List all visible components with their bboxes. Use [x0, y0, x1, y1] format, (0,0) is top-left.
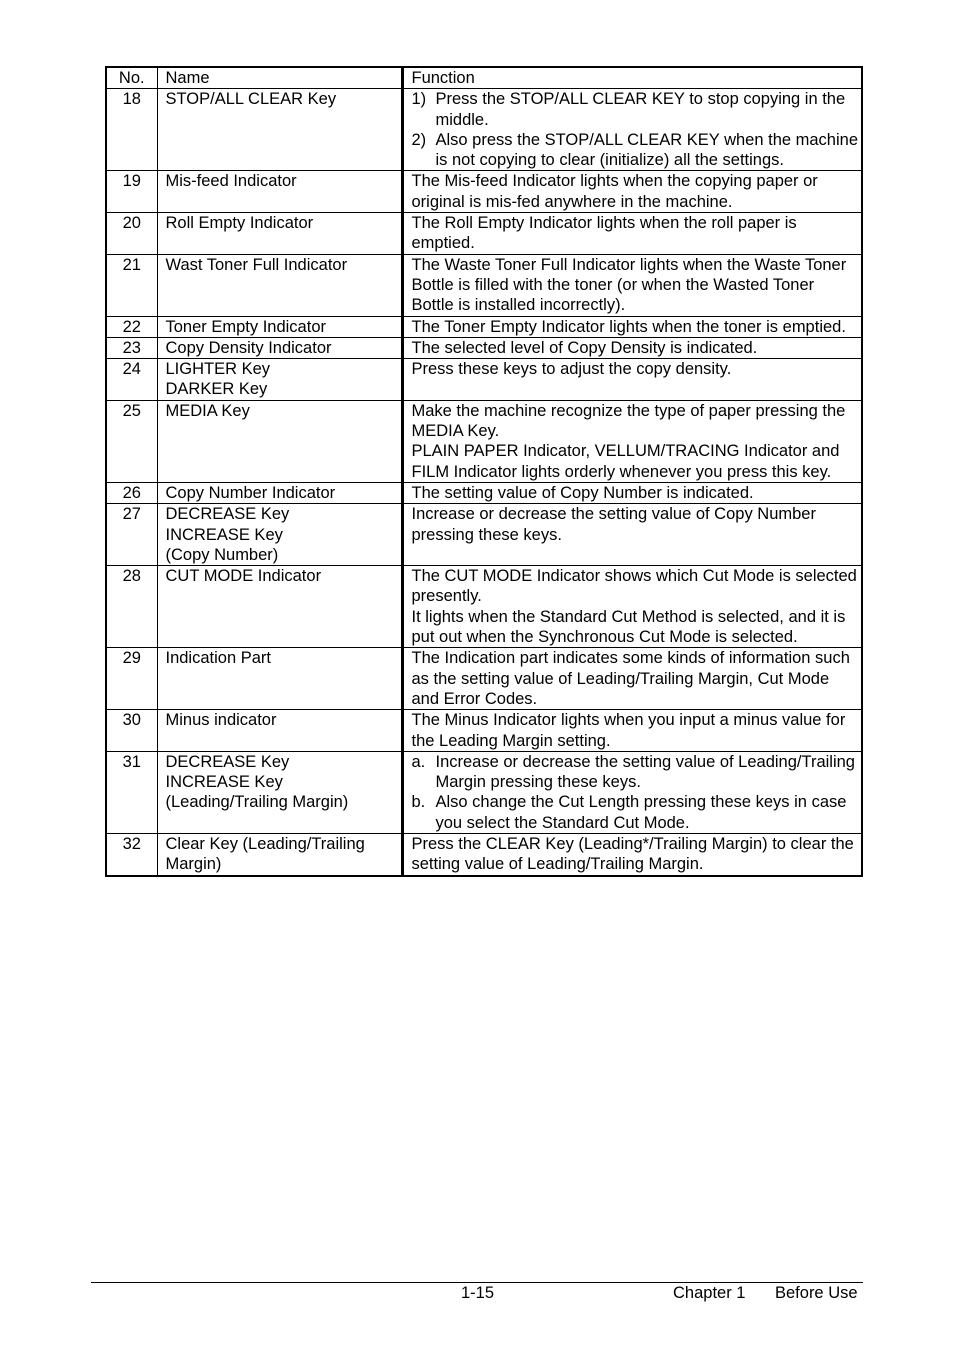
function-text: Press these keys to adjust the copy density.	[411, 360, 732, 379]
row-number: 25	[106, 400, 157, 482]
row-number: 19	[106, 171, 157, 213]
row-function	[402, 833, 862, 875]
row-number: 21	[106, 254, 157, 316]
table-row	[106, 213, 862, 255]
function-text: The Mis-feed Indicator lights when the copying paper or original is mis-fed anywhere in the machine.	[411, 172, 818, 211]
list-marker: 1)	[411, 90, 427, 109]
list-text: Increase or decrease the setting value of Leading/Trailing Margin pressing these keys.	[435, 752, 855, 792]
function-table	[105, 66, 863, 877]
table-row	[106, 337, 862, 358]
row-name	[157, 359, 402, 401]
function-text: The Waste Toner Full Indicator lights when the Waste Toner Bottle is filled with the toner (or when the Wasted Toner Bottle is installed incorrectly).	[411, 255, 847, 315]
list-text: Press the STOP/ALL CLEAR KEY to stop copying in the middle.	[435, 90, 846, 129]
row-function	[402, 171, 862, 213]
name-line: Wast Toner Full Indicator	[165, 255, 348, 274]
name-line: (Leading/Trailing Margin)	[165, 793, 349, 812]
name-line: INCREASE Key	[165, 773, 283, 792]
header-no: No.	[106, 67, 157, 89]
row-number: 18	[106, 89, 157, 171]
name-line: INCREASE Key	[165, 525, 283, 544]
row-name	[157, 566, 402, 648]
name-line: LIGHTER Key	[165, 360, 271, 379]
table-row	[106, 171, 862, 213]
function-text: The Minus Indicator lights when you input a minus value for the Leading Margin setting.	[411, 711, 846, 750]
row-function	[402, 504, 862, 566]
list-marker: b.	[411, 793, 426, 812]
row-name	[157, 213, 402, 255]
list-text: Also press the STOP/ALL CLEAR KEY when the machine is not copying to clear (initialize) all the settings.	[435, 130, 858, 170]
table-body	[106, 89, 862, 876]
row-name	[157, 751, 402, 833]
header-function: Function	[402, 67, 862, 89]
row-name	[157, 337, 402, 358]
function-text: The Toner Empty Indicator lights when the toner is emptied.	[411, 317, 846, 336]
name-line: Roll Empty Indicator	[165, 214, 314, 233]
name-line: Clear Key (Leading/Trailing Margin)	[165, 834, 365, 874]
row-number: 23	[106, 337, 157, 358]
table-row	[106, 648, 862, 710]
row-function	[402, 359, 862, 401]
row-function	[402, 213, 862, 255]
row-number: 22	[106, 316, 157, 337]
row-number: 30	[106, 710, 157, 752]
row-number: 29	[106, 648, 157, 710]
name-line: Minus indicator	[165, 711, 277, 730]
row-name	[157, 648, 402, 710]
function-text: The setting value of Copy Number is indicated.	[411, 483, 754, 502]
name-line: Mis-feed Indicator	[165, 172, 297, 191]
function-text: The Roll Empty Indicator lights when the roll paper is emptied.	[411, 214, 797, 253]
table-row	[106, 359, 862, 401]
name-line: Copy Density Indicator	[165, 338, 332, 357]
row-number: 27	[106, 504, 157, 566]
row-function	[402, 254, 862, 316]
function-text: Press the CLEAR Key (Leading*/Trailing Margin) to clear the setting value of Leading/Trailing Margin.	[411, 834, 854, 874]
row-number: 24	[106, 359, 157, 401]
list-marker: a.	[411, 752, 426, 771]
table-header-row	[106, 67, 862, 89]
function-list-item	[412, 89, 860, 130]
row-function	[402, 710, 862, 752]
row-function	[402, 648, 862, 710]
list-marker: 2)	[411, 130, 427, 149]
header-name: Name	[157, 67, 402, 89]
list-text: Also change the Cut Length pressing these keys in case you select the Standard Cut Mode.	[435, 793, 847, 832]
table-row	[106, 751, 862, 833]
function-text: The Indication part indicates some kinds of information such as the setting value of Leading/Trailing Margin, Cut Mode and Error Codes.	[411, 649, 850, 708]
name-line: STOP/ALL CLEAR Key	[165, 90, 337, 109]
function-text: Make the machine recognize the type of paper pressing the MEDIA Key.	[411, 401, 846, 441]
row-function	[402, 89, 862, 171]
row-name	[157, 400, 402, 482]
row-number: 26	[106, 482, 157, 503]
row-name	[157, 254, 402, 316]
row-name	[157, 89, 402, 171]
name-line: DARKER Key	[165, 380, 268, 399]
row-name	[157, 710, 402, 752]
section-label: Before Use	[775, 1284, 858, 1302]
table-row	[106, 504, 862, 566]
row-name	[157, 316, 402, 337]
name-line: MEDIA Key	[165, 401, 250, 420]
function-text: PLAIN PAPER Indicator, VELLUM/TRACING Indicator and FILM Indicator lights orderly whenever you press this key.	[411, 442, 840, 481]
row-function	[402, 400, 862, 482]
function-list-item	[412, 130, 860, 171]
table-row	[106, 710, 862, 752]
function-text: Increase or decrease the setting value of Copy Number pressing these keys.	[411, 505, 816, 544]
name-line: Copy Number Indicator	[165, 483, 336, 502]
function-text: The CUT MODE Indicator shows which Cut Mode is selected presently.	[411, 567, 857, 606]
table-row	[106, 482, 862, 503]
name-line: DECREASE Key	[165, 752, 290, 771]
row-number: 31	[106, 751, 157, 833]
name-line: Indication Part	[165, 649, 271, 668]
row-function	[402, 566, 862, 648]
table-row	[106, 566, 862, 648]
row-name	[157, 171, 402, 213]
row-function	[402, 316, 862, 337]
function-list-item	[412, 752, 860, 793]
page-number: 1-15	[461, 1284, 495, 1302]
row-name	[157, 504, 402, 566]
function-list-item	[412, 792, 860, 833]
function-text: The selected level of Copy Density is indicated.	[411, 338, 758, 357]
row-name	[157, 482, 402, 503]
row-function	[402, 337, 862, 358]
table-row	[106, 316, 862, 337]
table-row	[106, 400, 862, 482]
table-row	[106, 833, 862, 875]
name-line: Toner Empty Indicator	[165, 317, 326, 336]
chapter-label: Chapter 1	[673, 1284, 746, 1302]
row-number: 20	[106, 213, 157, 255]
name-line: CUT MODE Indicator	[165, 567, 322, 586]
table-row	[106, 89, 862, 171]
table-row	[106, 254, 862, 316]
row-function	[402, 751, 862, 833]
row-name	[157, 833, 402, 875]
footer-rule	[91, 1282, 863, 1283]
row-number: 28	[106, 566, 157, 648]
name-line: DECREASE Key	[165, 505, 290, 524]
function-text: It lights when the Standard Cut Method is selected, and it is put out when the Synchronous Cut Mode is selected.	[411, 607, 846, 647]
row-function	[402, 482, 862, 503]
row-number: 32	[106, 833, 157, 875]
name-line: (Copy Number)	[165, 545, 279, 564]
